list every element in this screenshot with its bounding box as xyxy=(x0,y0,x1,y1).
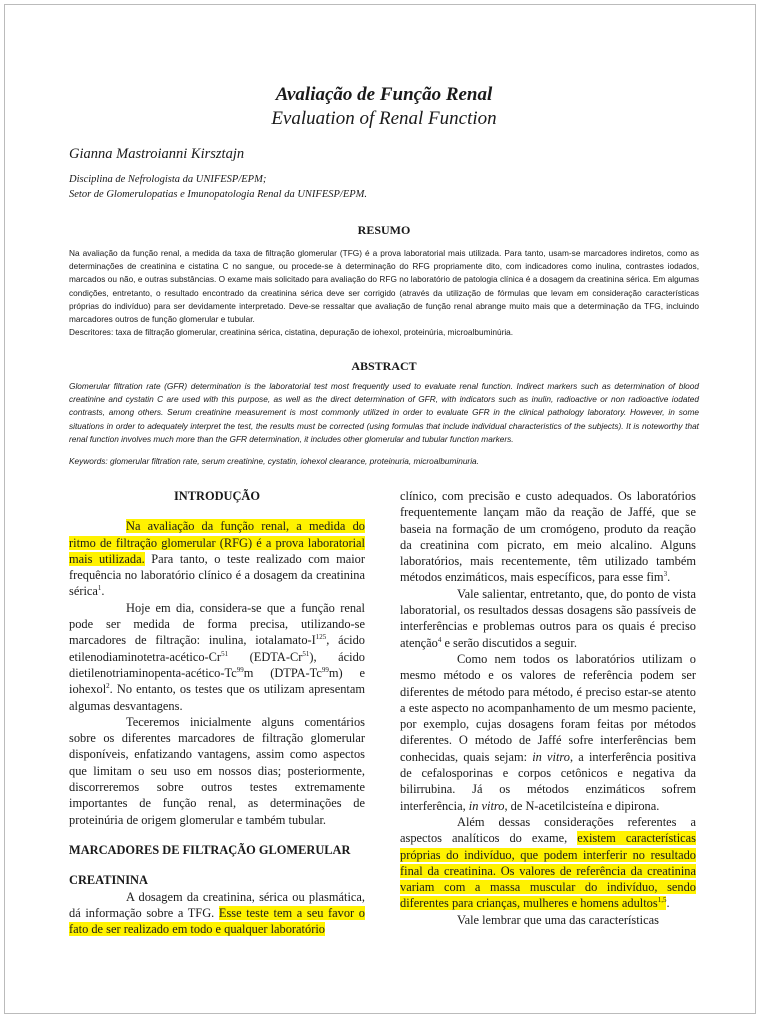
resumo-text: Na avaliação da função renal, a medida da taxa de filtração glomerular (TFG) é a prova laboratorial mais utilizada. Para tanto, usam-se marcadores indiretos, como as determinações de creatinina e cistatina C no sangue, ou procede-se à determinação do RFG propriamente dito, com indicadores como inulina, contrastes iodados, marcados ou não, e outras substâncias. O exame mais solicitado para avaliação do RFG no laboratório de patologia clínica é a dosagem da creatinina sérica. Em algumas condições, entretanto, o resultado encontrado da creatinina sérica deve ser corrigido (através da utilização de fórmulas que levam em consideração características próprias do indivíduo) para ser devidamente interpretado. Deve-se ressaltar que avaliação de função renal abrange muito mais que a determinação da TFG, incluindo marcadores outros de função glomerular e tubular. xyxy=(69,248,699,325)
marcadores-heading: MARCADORES DE FILTRAÇÃO GLOMERULAR xyxy=(69,842,351,857)
highlight: Na avaliação da função renal, a medida do ritmo de filtração glomerular (RFG) é a prova laboratorial mais utilizada. xyxy=(69,519,365,566)
intro-paragraph-1: Na avaliação da função renal, a medida do ritmo de filtração glomerular (RFG) é a prova laboratorial mais utilizada. Para tanto, o teste realizado com maior frequência no laboratório clínico é a dosagem da creatinina sérica$^1$. xyxy=(69,519,365,599)
intro-heading: INTRODUÇÃO xyxy=(173,489,261,503)
intro-paragraph-3: Teceremos inicialmente alguns comentários sobre os diferentes marcadores de filtração glomerular disponíveis, enfatizando vantagens, assim como aspectos que limitam o seu uso em nossos dias; posteriormente, discorreremos sobre outros testes extremamente importantes de função renal, as determinações de proteinúria de origem glomerular e também tubular. xyxy=(69,714,365,827)
affiliation-1: Disciplina de Nefrologista da UNIFESP/EPM; xyxy=(69,174,267,185)
affiliation-2: Setor de Glomerulopatias e Imunopatologia Renal da UNIFESP/EPM. xyxy=(69,189,368,200)
right-paragraph-4: Além dessas considerações referentes a aspectos analíticos do exame, existem características próprias do indivíduo, que podem interferir no resultado final da creatinina. Os valores de referência da creatinina variam com a massa muscular do indivíduo, sendo diferentes para crianças, mulheres e homens adultos$^{1,5}$. xyxy=(400,814,696,911)
author-name: Gianna Mastroianni Kirsztajn xyxy=(69,146,245,162)
ref: 1 xyxy=(97,584,102,593)
resumo-heading: RESUMO xyxy=(357,223,411,237)
descritores: Descritores: taxa de filtração glomerular, creatinina sérica, cistatina, depuração de iohexol, proteinúria, microalbuminúria. xyxy=(69,327,514,337)
abstract-text: Glomerular filtration rate (GFR) determination is the laboratorial test most frequently used to evaluate renal function. Indirect markers such as determination of blood creatinine and cystatin C are used with this purpose, as well as the direct determination of GFR, with indicators such as inulin, radioactive or non radioactive iodated contrasts, among others. Serum creatinine measurement is most commonly utilized in order to evaluate GFR in the clinical pathology laboratory. However, in some situations in order to adequately interpret the test, the results must be corrected (using formulas that include individual characteristics of the subjects). It is noteworthy that renal function involves much more than the GFR determination, it includes other glomerular and tubular function markers. xyxy=(69,381,699,444)
title-english: Evaluation of Renal Function xyxy=(271,108,497,129)
highlight: existem características próprias do indivíduo, que podem interferir no resultado final da creatinina. Os valores de referência da creatinina variam com a massa muscular do indivíduo, sendo diferentes para crianças, mulheres e homens adultos$^{1,5}$ xyxy=(400,831,696,911)
intro-paragraph-2: Hoje em dia, considera-se que a função renal pode ser medida de forma precisa, utilizando-se marcadores de filtração: inulina, iotalamato-$I^{125}$, ácido etilenodiaminotetra-acético-Cr$^{51}$ (EDTA-Cr$^{51}$), ácido dietilenotriaminopenta-acético-Tc$^{99}$m (DTPA-Tc$^{99}$m) e iohexol$^2$. No entanto, os testes que os utilizam apresentam algumas desvantagens. xyxy=(69,600,365,713)
keywords: Keywords: glomerular filtration rate, serum creatinine, cystatin, iohexol clearance, proteinuria, microalbuminuria. xyxy=(69,456,479,466)
creatinina-heading: CREATININA xyxy=(69,873,148,888)
left-column xyxy=(69,488,365,937)
creatinina-paragraph-1: A dosagem da creatinina, sérica ou plasmática, dá informação sobre a TFG. Esse teste tem a seu favor o fato de ser realizado em todo e qualquer laboratório xyxy=(69,889,365,937)
title-portuguese: Avaliação de Função Renal xyxy=(275,84,493,105)
right-paragraph-2: Vale salientar, entretanto, que, do ponto de vista laboratorial, os resultados dessas dosagens são passíveis de interferências e problemas outros para os quais é preciso atenção$^4$ e serão discutidos a seguir. xyxy=(400,586,696,650)
abstract-heading: ABSTRACT xyxy=(351,359,417,373)
right-column xyxy=(400,488,696,928)
right-paragraph-1: clínico, com precisão e custo adequados. Os laboratórios frequentemente lançam mão da reação de Jaffé, que se baseia na formação de um cromógeno, produto da reação da creatinina com picrato, em meio alcalino. Alguns laboratórios, mais recentemente, têm utilizado também métodos enzimáticos, mais específicos, para esse fim$^3$. xyxy=(400,489,696,585)
right-paragraph-3: Como nem todos os laboratórios utilizam o mesmo método e os valores de referência podem ser diferentes de método para método, é preciso estar-se atento a este aspecto no acompanhamento de um mesmo paciente, por exemplo, cujas dosagens foram feitas por métodos diferentes. O método de Jaffé sofre interferências bem conhecidas, quais sejam: in vitro, a interferência positiva de cefalosporinas e corpos cetônicos e negativa da bilirrubina. Já os métodos enzimáticos sofrem interferência, in vitro, de N-acetilcisteína e dipirona. xyxy=(400,651,696,813)
right-paragraph-5: Vale lembrar que uma das características xyxy=(457,912,659,927)
highlight: Esse teste tem a seu favor o fato de ser realizado em todo e qualquer laboratório xyxy=(69,905,365,937)
